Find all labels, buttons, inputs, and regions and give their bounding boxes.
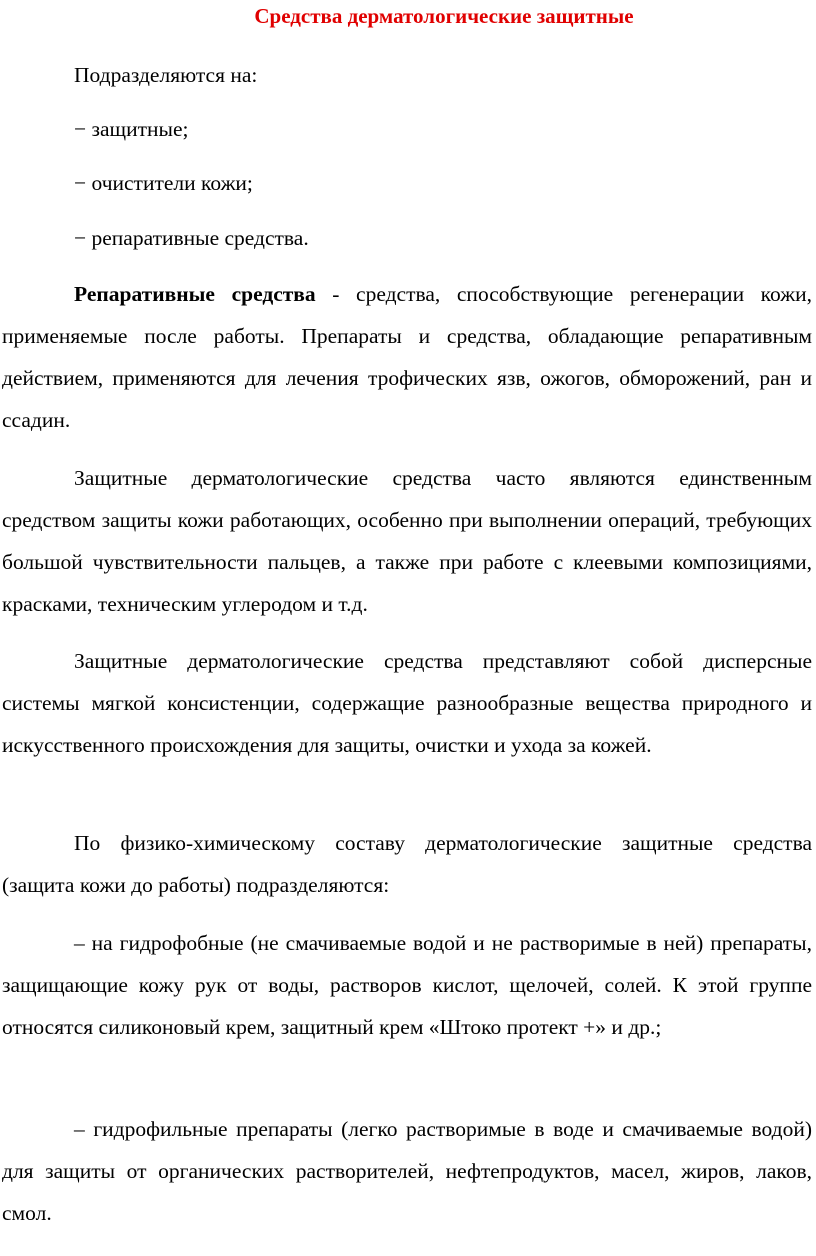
intro-line: Подразделяются на: bbox=[74, 63, 258, 87]
paragraph-2: Защитные дерматологические средства представляют собой дисперсные системы мягкой консистенции, содержащие разнообразные вещества природного и искусственного происхождения для защиты, очистки и ухода за кожей. bbox=[2, 649, 812, 757]
document-title: Средства дерматологические защитные bbox=[254, 4, 634, 28]
list-item-reparative: − репаративные средства. bbox=[74, 226, 309, 250]
paragraph-reparative bbox=[2, 273, 812, 441]
reparative-term: Репаративные средства bbox=[74, 282, 316, 306]
paragraph-3: По физико-химическому составу дерматологические защитные средства (защита кожи до работы) подразделяются: bbox=[2, 831, 812, 897]
paragraph-1: Защитные дерматологические средства часто являются единственным средством защиты кожи работающих, особенно при выполнении операций, требующих большой чувствительности пальцев, а также при работе с клеевыми композициями, красками, техническим углеродом и т.д. bbox=[2, 466, 812, 616]
reparative-definition: - средства, способствующие регенерации кожи, применяемые после работы. Препараты и средства, обладающие репаративным действием, применяются для лечения трофических язв, ожогов, обморожений, ран и ссадин. bbox=[2, 282, 812, 432]
paragraph-hydrophilic: – гидрофильные препараты (легко растворимые в воде и смачиваемые водой) для защиты от органических растворителей, нефтепродуктов, масел, жиров, лаков, смол. bbox=[2, 1117, 812, 1225]
list-item-protective: − защитные; bbox=[74, 117, 189, 141]
list-item-cleansers: − очистители кожи; bbox=[74, 171, 253, 195]
paragraph-hydrophobic: – на гидрофобные (не смачиваемые водой и не растворимые в ней) препараты, защищающие кожу рук от воды, растворов кислот, щелочей, солей. К этой группе относятся силиконовый крем, защитный крем «Штоко протект +» и др.; bbox=[2, 931, 812, 1039]
